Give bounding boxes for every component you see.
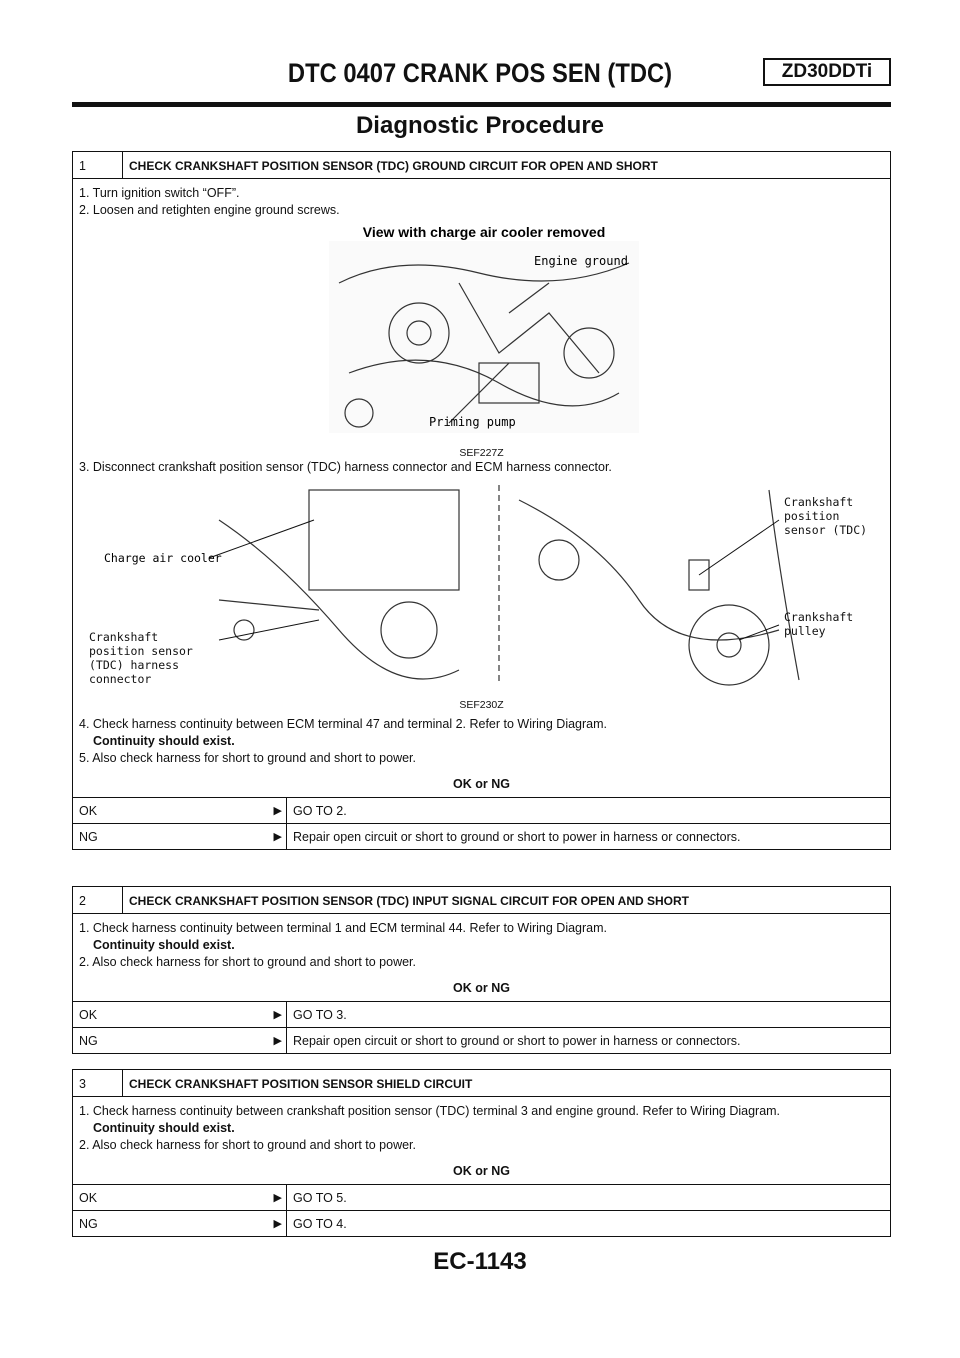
step-title: CHECK CRANKSHAFT POSITION SENSOR (TDC) GROUND CIRCUIT FOR OPEN AND SHORT — [129, 159, 658, 173]
step-2 — [72, 886, 891, 1054]
ng-label: NG — [79, 1033, 98, 1048]
label-crankshaft-sensor: Crankshaft position sensor (TDC) — [784, 495, 868, 537]
label-engine-ground: Engine ground — [534, 254, 628, 268]
right-triangle-icon: ▶ — [273, 1192, 282, 1204]
instruction: 2. Also check harness for short to ground and short to power. — [79, 955, 416, 969]
ng-action: GO TO 4. — [286, 1211, 890, 1236]
step-number: 1 — [73, 152, 123, 178]
figure-code: SEF230Z — [459, 699, 504, 711]
right-triangle-icon: ▶ — [273, 1009, 282, 1021]
instruction: 2. Loosen and retighten engine ground screws. — [79, 203, 340, 217]
ok-label: OK — [79, 803, 98, 818]
figure-engine-ground — [79, 223, 884, 459]
result-ok-row — [73, 1001, 890, 1027]
instruction: 3. Disconnect crankshaft position sensor (TDC) harness connector and ECM harness connector. — [79, 460, 612, 474]
ng-action: Repair open circuit or short to ground or short to power in harness or connectors. — [286, 824, 890, 849]
instruction: 1. Turn ignition switch “OFF”. — [79, 186, 240, 200]
section-title: DTC 0407 CRANK POS SEN (TDC) — [287, 58, 673, 88]
step-title: CHECK CRANKSHAFT POSITION SENSOR SHIELD CIRCUIT — [129, 1077, 473, 1091]
instruction: 1. Check harness continuity between terminal 1 and ECM terminal 44. Refer to Wiring Diagram. — [79, 921, 608, 935]
step-body — [73, 914, 890, 977]
figure-sensor-location — [79, 480, 884, 712]
result-ok-row — [73, 797, 890, 823]
ok-or-ng-label: OK or NG — [453, 981, 510, 995]
instruction: 5. Also check harness for short to ground and short to power. — [79, 751, 416, 765]
step-title: CHECK CRANKSHAFT POSITION SENSOR (TDC) INPUT SIGNAL CIRCUIT FOR OPEN AND SHORT — [129, 894, 690, 908]
step-body — [73, 179, 890, 773]
expected-result: Continuity should exist. — [93, 1121, 235, 1135]
instruction: 1. Check harness continuity between crankshaft position sensor (TDC) terminal 3 and engine ground. Refer to Wiring Diagram. — [79, 1104, 781, 1118]
engine-badge: ZD30DDTi — [763, 58, 891, 86]
sensor-location-illustration — [79, 480, 884, 690]
label-priming-pump: Priming pump — [429, 415, 516, 429]
expected-result: Continuity should exist. — [93, 734, 235, 748]
ng-label: NG — [79, 1216, 98, 1231]
ok-or-ng-label: OK or NG — [453, 777, 510, 791]
step-body — [73, 1097, 890, 1160]
label-charge-air-cooler: Charge air cooler — [104, 551, 222, 565]
instruction: 4. Check harness continuity between ECM terminal 47 and terminal 2. Refer to Wiring Diagram. — [79, 717, 608, 731]
right-triangle-icon: ▶ — [273, 1218, 282, 1230]
step-1 — [72, 151, 891, 850]
ok-label: OK — [79, 1190, 98, 1205]
result-ng-row — [73, 823, 890, 849]
ok-action: GO TO 3. — [286, 1002, 890, 1027]
right-triangle-icon: ▶ — [273, 831, 282, 843]
result-ok-row — [73, 1184, 890, 1210]
label-harness-connector: Crankshaft position sensor (TDC) harness connector — [89, 630, 193, 686]
expected-result: Continuity should exist. — [93, 938, 235, 952]
label-crankshaft-pulley: Crankshaft pulley — [784, 610, 854, 638]
ng-action: Repair open circuit or short to ground or short to power in harness or connectors. — [286, 1028, 890, 1053]
ok-or-ng-label: OK or NG — [453, 1164, 510, 1178]
ok-action: GO TO 2. — [286, 798, 890, 823]
step-3 — [72, 1069, 891, 1237]
right-triangle-icon: ▶ — [273, 805, 282, 817]
ng-label: NG — [79, 829, 98, 844]
step-number: 3 — [73, 1070, 123, 1096]
right-triangle-icon: ▶ — [273, 1035, 282, 1047]
figure-title: View with charge air cooler removed — [362, 224, 606, 240]
engine-ground-illustration — [79, 223, 884, 438]
result-ng-row — [73, 1027, 890, 1053]
header-rule — [72, 102, 891, 107]
figure-code: SEF227Z — [459, 447, 504, 459]
page-title: Diagnostic Procedure — [355, 112, 605, 139]
result-ng-row — [73, 1210, 890, 1236]
instruction: 2. Also check harness for short to ground and short to power. — [79, 1138, 416, 1152]
step-number: 2 — [73, 887, 123, 913]
page-number: EC-1143 — [433, 1248, 527, 1275]
ok-action: GO TO 5. — [286, 1185, 890, 1210]
ok-label: OK — [79, 1007, 98, 1022]
